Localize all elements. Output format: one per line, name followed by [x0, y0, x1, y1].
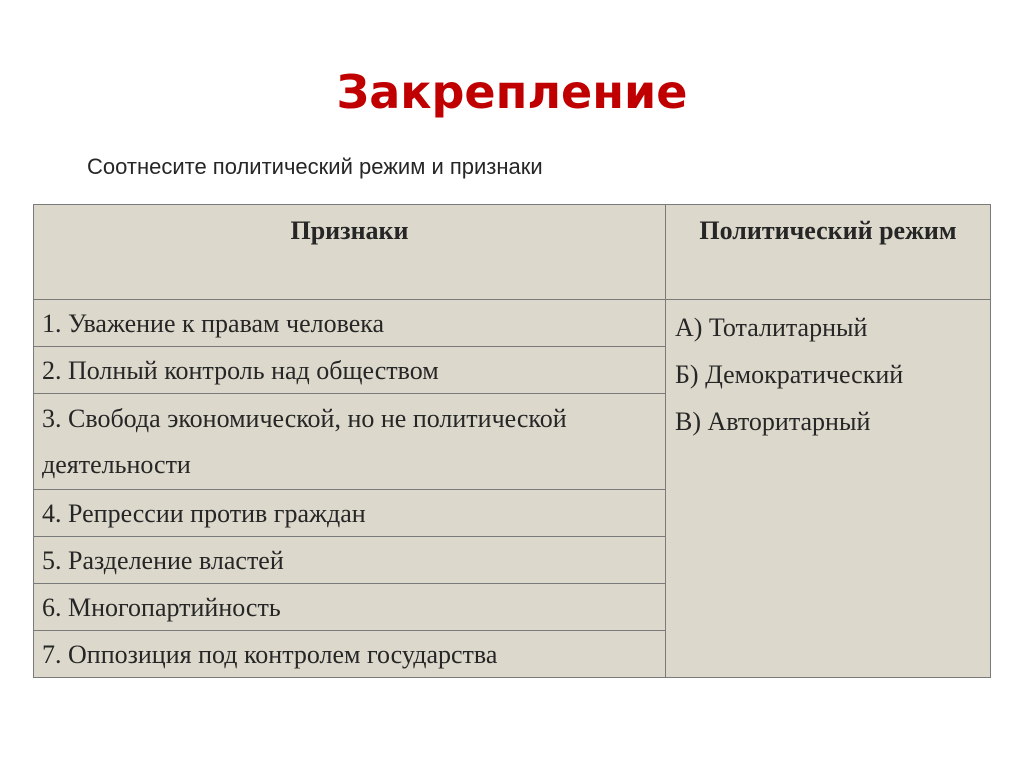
- feature-item: 7. Оппозиция под контролем государства: [34, 631, 666, 678]
- regime-item: Б) Демократический: [675, 360, 904, 389]
- slide-title: Закрепление: [336, 65, 688, 119]
- header-regime: Политический режим: [666, 205, 991, 300]
- table-header-row: [34, 205, 991, 300]
- slide-subtitle: Соотнесите политический режим и признаки: [87, 154, 543, 179]
- regime-item: А) Тоталитарный: [675, 313, 868, 342]
- feature-item: 1. Уважение к правам человека: [34, 300, 666, 347]
- feature-item: 5. Разделение властей: [34, 537, 666, 584]
- feature-item: 3. Свобода экономической, но не политической деятельности: [34, 394, 666, 490]
- regime-list: [666, 300, 991, 678]
- regime-item: В) Авторитарный: [675, 407, 871, 436]
- table-row: [34, 300, 991, 347]
- feature-item: 6. Многопартийность: [34, 584, 666, 631]
- matching-table: [33, 204, 991, 678]
- feature-item: 4. Репрессии против граждан: [34, 490, 666, 537]
- feature-item: 2. Полный контроль над обществом: [34, 347, 666, 394]
- header-features: Признаки: [34, 205, 666, 300]
